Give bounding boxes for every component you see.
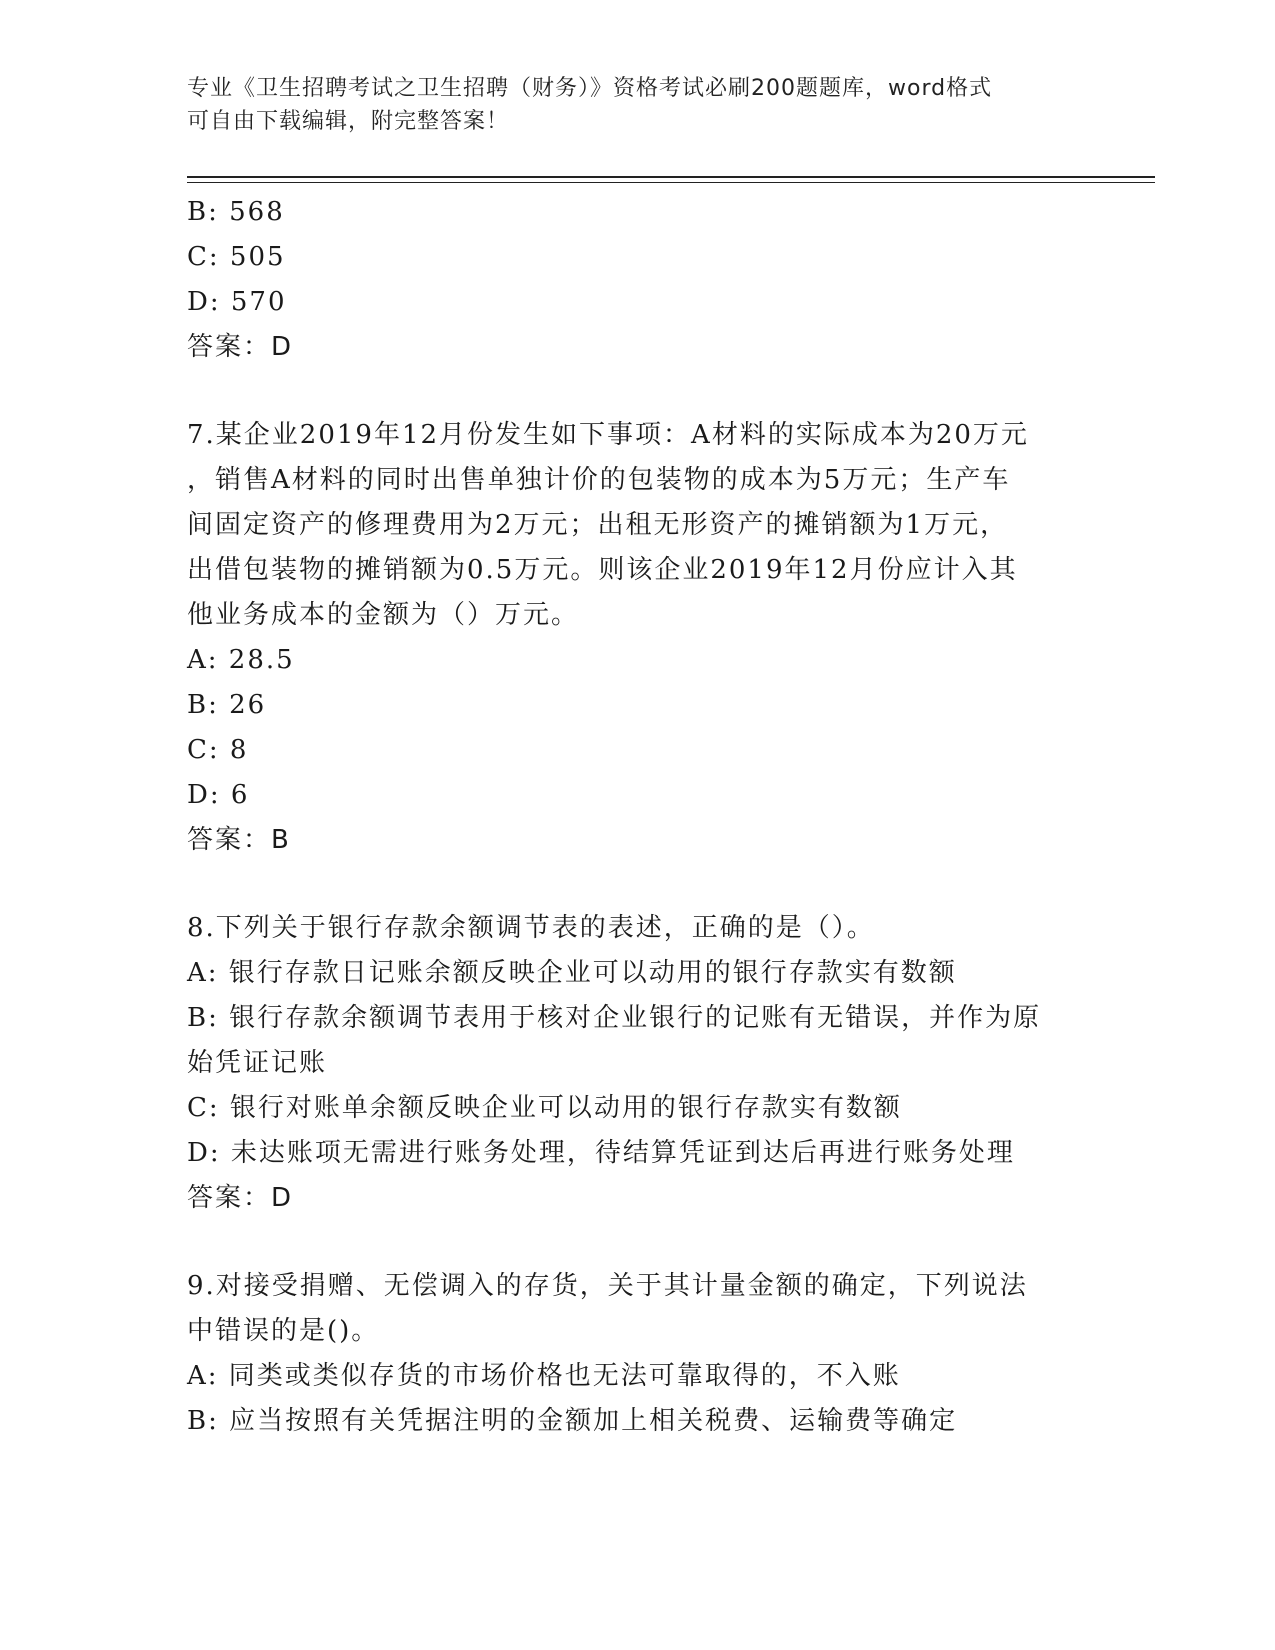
question-8 [187,906,1087,1221]
option-d: D: 570 [187,287,287,317]
option-b-continued: 始凭证记账 [187,1048,328,1078]
option-a: A: 银行存款日记账余额反映企业可以动用的银行存款实有数额 [187,958,957,988]
question-stem-line: 9.对接受捐赠、无偿调入的存货，关于其计量金额的确定，下列说法 [187,1271,1028,1301]
spacer [187,863,1087,906]
option-b: B: 568 [187,197,285,227]
option-c: C: 8 [187,735,249,765]
spacer [187,370,1087,413]
header-divider-thick [187,176,1155,178]
question-content [187,190,1087,1444]
option-b: B: 应当按照有关凭据注明的金额加上相关税费、运输费等确定 [187,1406,958,1436]
answer-line: 答案：D [187,1183,294,1213]
answer-line: 答案：D [187,332,294,362]
option-c: C: 银行对账单余额反映企业可以动用的银行存款实有数额 [187,1093,902,1123]
option-d: D: 未达账项无需进行账务处理，待结算凭证到达后再进行账务处理 [187,1138,1015,1168]
question-stem-line: ，销售A材料的同时出售单独计价的包装物的成本为5万元；生产车 [187,465,1011,495]
question-7 [187,413,1087,863]
spacer [187,1221,1087,1264]
question-stem-line: 他业务成本的金额为（）万元。 [187,600,580,630]
option-d: D: 6 [187,780,250,810]
previous-question [187,190,1087,370]
question-stem-line: 7.某企业2019年12月份发生如下事项：A材料的实际成本为20万元 [187,420,1029,450]
answer-line: 答案：B [187,825,291,855]
question-stem-line: 出借包装物的摊销额为0.5万元。则该企业2019年12月份应计入其 [187,555,1018,585]
question-stem-line: 中错误的是()。 [187,1316,380,1346]
question-stem-line: 8.下列关于银行存款余额调节表的表述，正确的是（）。 [187,913,875,943]
header-title-line-2: 可自由下载编辑，附完整答案！ [187,109,510,134]
option-a: A: 同类或类似存货的市场价格也无法可靠取得的，不入账 [187,1361,901,1391]
option-b: B: 银行存款余额调节表用于核对企业银行的记账有无错误，并作为原 [187,1003,1042,1033]
option-c: C: 505 [187,242,286,272]
document-header [187,72,1067,138]
header-divider-thin [187,182,1155,183]
header-title-line-1: 专业《卫生招聘考试之卫生招聘（财务）》资格考试必刷200题题库，word格式 [187,76,993,101]
question-stem-line: 间固定资产的修理费用为2万元；出租无形资产的摊销额为1万元， [187,510,1009,540]
option-b: B: 26 [187,690,267,720]
option-a: A: 28.5 [187,645,295,675]
question-9 [187,1264,1087,1444]
